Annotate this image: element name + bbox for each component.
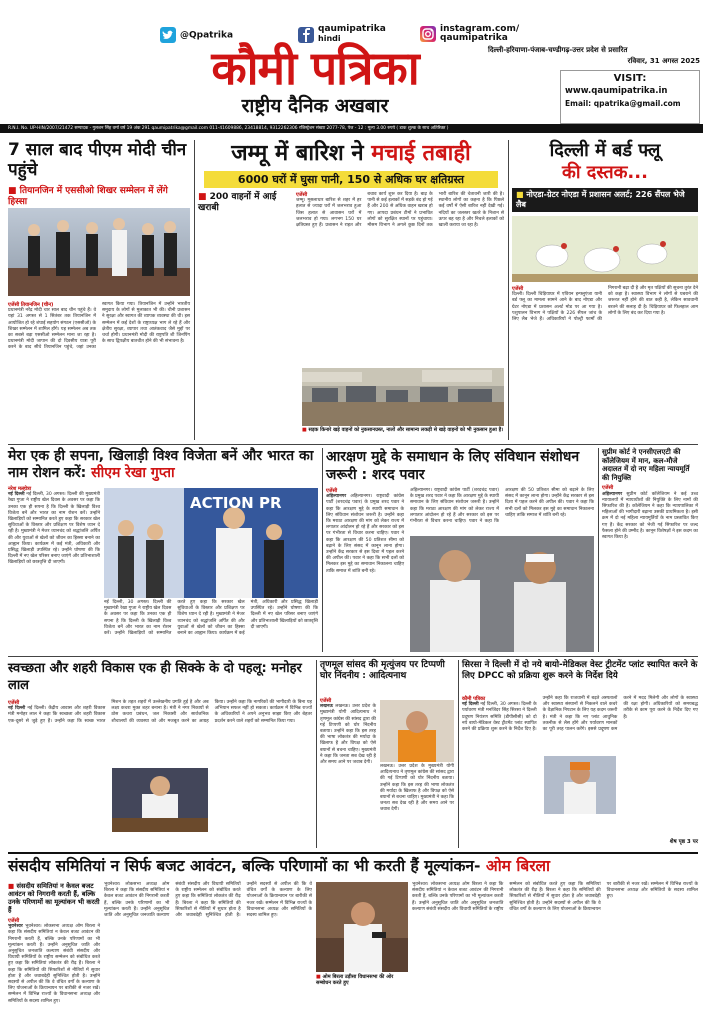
instagram-icon [420, 26, 436, 42]
twitter-text: @Qpatrika [180, 30, 234, 41]
headline-adityanath: तृणमूल सांसद की मृत्युंजय पर टिप्पणी घोर निंदनीय : आदित्यनाथ [320, 660, 445, 681]
photo-modi-arrival [8, 208, 190, 296]
bullet-icon: ■ [8, 186, 20, 196]
story-jammu-rain [198, 140, 504, 440]
byline-om-birla: एजेंसी [8, 918, 20, 924]
story-om-birla [8, 856, 698, 1020]
byline-bird-flu: एजेंसी [512, 286, 524, 292]
masthead [0, 0, 703, 131]
body-rekha-gupta-col1: नरेश मल्होत्रा नई दिल्ली नई दिल्ली, 30 अगस्त। दिल्ली की मुख्यमंत्री रेखा गुप्ता ने राष्ट्रीय खेल दिवस के अवसर पर कहा कि उनका एक ही सपना है कि दिल्ली के खिलाड़ी विश्व विजेता बनें और भारत का नाम रोशन करें। उन्होंने खिलाड़ियों को सम्मानित करते हुए कहा कि सरकार खेल सुविधाओं के विस्तार और प्रशिक्षण पर विशेष ध्यान दे रही है। मुख्यमंत्री ने मेजर ध्यानचंद को श्रद्धांजलि अर्पित की और युवाओं से खेलों को जीवन का हिस्सा बनाने का आह्वान किया। कार्यक्रम में कई मंत्री, अधिकारी और प्रसिद्ध खिलाड़ी उपस्थित रहे। उन्होंने घोषणा की कि दिल्ली में नए खेल परिसर बनाए जाएंगे और प्रतिभाशाली खिलाड़ियों को छात्रवृत्ति दी जाएगी। [8, 486, 100, 566]
byline-jammu: एजेंसी [296, 192, 308, 198]
byline-adityanath: एजेंसी [320, 698, 332, 704]
continued-note[interactable]: शेष पृष्ठ 3 पर [669, 839, 698, 845]
bullet-icon: ■ [198, 192, 210, 202]
caption-jammu: ■ सड़क किनारे खड़े वाहनों को नुकसानग्रस्त, नालों और सामान्य लकड़ी से खड़े वाहनों को भी नुकसान हुआ है। [302, 427, 504, 433]
bullet-icon: ■ [316, 974, 323, 980]
story-adityanath [320, 660, 454, 848]
byline-sharad-pawar: एजेंसी [326, 488, 338, 494]
story-sharad-pawar [326, 448, 594, 652]
story-sirsa [462, 660, 698, 848]
byline-place-rekha: नई दिल्ली [8, 492, 25, 498]
story-rekha-gupta [8, 448, 318, 652]
photo-sharad-pawar [410, 536, 594, 652]
byline-sirsa: कौमी पत्रिका [462, 696, 486, 702]
body-rekha-gupta-col2: नई दिल्ली, 30 अगस्त। दिल्ली की मुख्यमंत्री रेखा गुप्ता ने राष्ट्रीय खेल दिवस के अवसर पर कहा कि उनका एक ही सपना है कि दिल्ली के खिलाड़ी विश्व विजेता बनें और भारत का नाम रोशन करें। उन्होंने खिलाड़ियों को सम्मानित करते हुए कहा कि सरकार खेल सुविधाओं के विस्तार और प्रशिक्षण पर विशेष ध्यान दे रही है। मुख्यमंत्री ने मेजर ध्यानचंद को श्रद्धांजलि अर्पित की और युवाओं से खेलों को जीवन का हिस्सा बनाने का आह्वान किया। कार्यक्रम में कई मंत्री, अधिकारी और प्रसिद्ध खिलाड़ी उपस्थित रहे। उन्होंने घोषणा की कि दिल्ली में नए खेल परिसर बनाए जाएंगे और प्रतिभाशाली खिलाड़ियों को छात्रवृत्ति दी जाएगी। [104, 600, 318, 637]
visit-label: VISIT: [613, 73, 647, 84]
body-supreme-court: एजेंसी अहिल्यानगर सुप्रीम कोर्ट कॉलेजियम ने कई उच्च न्यायालयों में न्यायाधीशों की नियुक्ति के लिए नामों की सिफारिश की है। कॉलेजियम ने कहा कि न्यायपालिका में महिलाओं की भागीदारी बढ़ाना उसकी प्राथमिकता है। इसी क्रम में दो नई महिला न्यायमूर्तियों के नाम प्रस्तावित किए गए हैं। केंद्र सरकार को भेजी गई सिफारिश पर जल्द फैसला होने की उम्मीद है। कानून विशेषज्ञों ने इस कदम का स्वागत किया है। [602, 485, 698, 540]
body-manohar-lal: एजेंसी नई दिल्ली नई दिल्ली। केंद्रीय आवास और शहरी विकास मंत्री मनोहर लाल ने कहा कि स्वच्छता और शहरी विकास एक-दूसरे से जुड़े हुए हैं। उन्होंने कहा कि स्वच्छ भारत मिशन के तहत शहरों में उल्लेखनीय प्रगति हुई है और अब लक्ष्य कचरा मुक्त शहर बनाना है। मंत्री ने नगर निकायों से ठोस कचरा प्रबंधन, जल निकासी और सार्वजनिक शौचालयों की व्यवस्था को और मजबूत करने का आग्रह किया। उन्होंने कहा कि नागरिकों की भागीदारी के बिना यह अभियान सफल नहीं हो सकता। कार्यक्रम में विभिन्न राज्यों के अधिकारियों ने अपने अनुभव साझा किए और बेहतर प्रदर्शन करने वाले शहरों को सम्मानित किया गया। [8, 700, 312, 724]
byline-place-ml: नई दिल्ली [8, 706, 26, 712]
byline-place-pawar: अहिल्यानगर [326, 494, 347, 500]
headline-bird-flu: दिल्ली में बर्ड फ्लू की दस्तक... [549, 140, 661, 183]
facebook-subtext: hindi [318, 34, 341, 43]
subhead-jammu-vehicles: ■ 200 वाहनों में आई खराबी [198, 192, 277, 213]
headline-rekha-gupta: मेरा एक ही सपना, खिलाड़ी विश्व विजेता बनें और भारत का नाम रोशन करें: सीएम रेखा गुप्ता [8, 448, 314, 481]
instagram-handle[interactable] [420, 25, 519, 43]
photo-rekha-gupta [104, 488, 318, 598]
story-modi-china [8, 140, 190, 440]
date-line: रविवार, 31 अगस्त 2025 [627, 57, 700, 65]
instagram-text: instagram.com/ [440, 24, 520, 34]
registration-bar: R.N.I. No. UP-HIN/2007/21472 सम्पादक - गुलशन सिंह वर्मा वर्ष 19 अंक 291 qaumipatrika@gmail.com 011-41609886, 23418814, 9312262306 रजिस्ट्रेशन संख्या 2077-78, पेज - 12 : मूल्य 3.00 रुपये ( डाक शुल्क के साथ अतिरिक्त ) [0, 124, 703, 133]
byline-manohar-lal: एजेंसी [8, 700, 20, 706]
byline-supreme-court: एजेंसी [602, 485, 614, 492]
byline-place-yogi: लखनऊ [320, 704, 334, 710]
instagram-subtext: qaumipatrika [440, 33, 508, 43]
body-sharad-pawar-col1: एजेंसी अहिल्यानगर अहिल्यानगर। राष्ट्रवादी कांग्रेस पार्टी (शरदचंद्र पवार) के प्रमुख शरद पवार ने कहा कि आरक्षण मुद्दे के स्थायी समाधान के लिए संविधान संशोधन जरूरी है। उन्होंने कहा कि मराठा आरक्षण की मांग को लेकर राज्य में लगातार आंदोलन हो रहे हैं और सरकार को इस पर गंभीरता से विचार करना चाहिए। पवार ने कहा कि आरक्षण की 50 प्रतिशत सीमा को बढ़ाने के लिए संसद में कानून लाना होगा। उन्होंने केंद्र सरकार से इस दिशा में पहल करने की अपील की। पवार ने कहा कि सभी दलों को मिलकर इस मुद्दे का समाधान निकालना चाहिए ताकि समाज में शांति बनी रहे। [326, 488, 404, 574]
subhead-bird-flu: ■ नोएडा-ग्रेटर नोएडा में प्रशासन अलर्ट; 226 सैंपल भेजे लैब [512, 188, 698, 212]
photo-manohar-lal [112, 768, 208, 832]
newspaper-title: कौमी पत्रिका [211, 41, 419, 95]
photo-bird-flu [512, 216, 698, 282]
headline-sharad-pawar: आरक्षण मुद्दे के समाधान के लिए संविधान संशोधन जरूरी : शरद पवार [326, 449, 580, 483]
website-link[interactable]: www.qaumipatrika.in [565, 86, 668, 96]
visit-box [560, 70, 700, 124]
byline-rekha-gupta: नरेश मल्होत्रा [8, 486, 32, 492]
body-adityanath: एजेंसी लखनऊ लखनऊ। उत्तर प्रदेश के मुख्यमंत्री योगी आदित्यनाथ ने तृणमूल कांग्रेस की सांसद द्वारा की गई टिप्पणी को घोर निंदनीय बताया। उन्होंने कहा कि इस तरह की भाषा लोकतंत्र की मर्यादा के खिलाफ है और विपक्ष को ऐसे बयानों से बचना चाहिए। मुख्यमंत्री ने कहा कि जनता सब देख रही है और समय आने पर जवाब देगी। [320, 698, 376, 766]
newspaper-tagline: राष्ट्रीय दैनिक अखबार [241, 95, 389, 117]
headline-modi-china: 7 साल बाद पीएम मोदी चीन पहुंचे [8, 140, 187, 180]
facebook-text: qaumipatrika [318, 24, 386, 34]
byline-place-birla: भुवनेश्वर [8, 924, 23, 930]
editions-line: दिल्ली-हरियाणा-पंजाब-चण्डीगढ़-उत्तर प्रदेश से प्रसारित [488, 46, 628, 54]
body-om-birla-col2: भुवनेश्वर। लोकसभा अध्यक्ष ओम बिरला ने कहा कि संसदीय समितियां न केवल बजट आवंटन की निगरानी करती हैं, बल्कि उनके परिणामों का भी मूल्यांकन करती हैं। उन्होंने अनुसूचित जाति और अनुसूचित जनजाति कल्याण संबंधी संसदीय और विधायी समितियों के राष्ट्रीय सम्मेलन को संबोधित करते हुए कहा कि समितियां लोकतंत्र की रीढ़ हैं। बिरला ने कहा कि समितियों की सिफारिशों से नीतियों में सुधार होता है और जवाबदेही सुनिश्चित होती है। उन्होंने सदस्यों से अपील की कि वे वंचित वर्गों के कल्याण के लिए योजनाओं के क्रियान्वयन पर बारीकी से नजर रखें। सम्मेलन में विभिन्न राज्यों के विधानसभा अध्यक्ष और समितियों के सदस्य शामिल हुए। [104, 882, 312, 919]
photo-adityanath [380, 700, 454, 762]
twitter-icon [160, 27, 176, 43]
headline-jammu-rain: जम्मू में बारिश ने मचाई तबाही [231, 141, 471, 166]
body-modi-china: एजेंसी तियानजिन (चीन) प्रधानमंत्री नरेंद्र मोदी चार साल बाद चीन पहुंचे हैं। वे यहां 31 अगस्त से 1 सितंबर तक तियानजिन में आयोजित हो रहे शंघाई सहयोग संगठन (एससीओ) के शिखर सम्मेलन में शामिल होंगे। यह सम्मेलन अब तक का सबसे बड़ा एससीओ सम्मेलन माना जा रहा है। प्रधानमंत्री मोदी जापान की दो दिवसीय यात्रा पूरी करने के बाद सीधे तियानजिन पहुंचे, जहां उनका स्वागत किया गया। तियानजिन में उन्होंने भारतीय समुदाय के लोगों से मुलाकात भी की। चीनी प्रशासन ने सुरक्षा और स्वागत की व्यापक व्यवस्था की थी। इस सम्मेलन में कई देशों के राष्ट्राध्यक्ष भाग ले रहे हैं और क्षेत्रीय सुरक्षा, व्यापार तथा आतंकवाद जैसे मुद्दों पर चर्चा होगी। प्रधानमंत्री मोदी की राष्ट्रपति शी जिनपिंग के साथ द्विपक्षीय बातचीत होने की भी संभावना है। [8, 302, 190, 351]
photo-sirsa [544, 756, 616, 814]
headline-manohar-lal: स्वच्छता और शहरी विकास एक ही सिक्के के दो पहलू: मनोहर लाल [8, 661, 302, 693]
sidebar-om-birla: ■ संसदीय समितियां न केवल बजट आवंटन को निगरानी करती हैं, बल्कि उनके परिणामों का मूल्यांकन भी करती हैं [8, 882, 100, 914]
headline-sirsa: सिरसा ने दिल्ली में दो नये बायो-मेडिकल वेस्ट ट्रीटमेंट प्लांट स्थापित करने के लिए DPCC को प्रक्रिया शुरू करने के निर्देश दिये [462, 660, 698, 681]
headline-supreme-court: सुप्रीम कोर्ट ने एनसीएलएटी की कॉलेजियम में मान, कल-मौजे अदालत में दो नए महिला न्यायमूर्ति की नियुक्ति [602, 448, 690, 482]
story-bird-flu [512, 140, 698, 440]
byline-place-sc: अहिल्यानगर [602, 491, 623, 497]
caption-om-birla: ■ ओम बिरला उड़ीसा विधानसभा की ओर सम्बोधन करते हुए [316, 974, 394, 987]
byline-place-sirsa: नई दिल्ली [462, 702, 479, 708]
story-manohar-lal [8, 660, 312, 848]
bullet-icon: ■ [8, 882, 17, 890]
body-om-birla-col1: एजेंसी भुवनेश्वर भुवनेश्वर। लोकसभा अध्यक्ष ओम बिरला ने कहा कि संसदीय समितियां न केवल बजट आवंटन की निगरानी करती हैं, बल्कि उनके परिणामों का भी मूल्यांकन करती हैं। उन्होंने अनुसूचित जाति और अनुसूचित जनजाति कल्याण संबंधी संसदीय और विधायी समितियों के राष्ट्रीय सम्मेलन को संबोधित करते हुए कहा कि समितियां लोकतंत्र की रीढ़ हैं। बिरला ने कहा कि समितियों की सिफारिशों से नीतियों में सुधार होता है और जवाबदेही सुनिश्चित होती है। उन्होंने सदस्यों से अपील की कि वे वंचित वर्गों के कल्याण के लिए योजनाओं के क्रियान्वयन पर बारीकी से नजर रखें। सम्मेलन में विभिन्न राज्यों के विधानसभा अध्यक्ष और समितियों के सदस्य शामिल हुए। [8, 918, 100, 1004]
bullet-icon: ■ [302, 427, 309, 433]
headline-om-birla: संसदीय समितियां न सिर्फ बजट आवंटन, बल्कि परिणामों का भी करती हैं मूल्यांकन- ओम बिरला [8, 857, 551, 875]
photo-om-birla [316, 882, 408, 972]
byline-modi-china: एजेंसी तियानजिन (चीन) [8, 302, 54, 308]
subheadline-modi-china: ■ तियानजिन में एससीओ शिखर सम्मेलन में लेंगे हिस्सा [8, 186, 168, 207]
banner-jammu-rain: 6000 घरों में घुसा पानी, 150 से अधिक घर क्षतिग्रस्त [204, 171, 498, 188]
body-jammu-rain: एजेंसी जम्मू। मूसलाधार बारिश से शहर में हर हलात से ज्यादा घरों में जलभराव हुआ जिस हलात से आवासन घरों में जलभराव हो गया। लगभग 150 घर क्षतिग्रस्त हुए हैं। प्रशासन ने राहत और बचाव कार्य शुरू कर दिया है। बाढ़ के पानी से कई इलाकों में सड़कें बंद हो गई हैं और 200 से अधिक वाहन खराब हो गए। आपदा प्रबंधन टीमों ने प्रभावित लोगों को सुरक्षित स्थानों पर पहुंचाया। मौसम विभाग ने अगले कुछ दिनों तक भारी बारिश की चेतावनी जारी की है। स्थानीय लोगों का कहना है कि पिछले कई वर्षों में ऐसी बारिश नहीं देखी गई। नदियों का जलस्तर खतरे के निशान से ऊपर बह रहा है और निचले इलाकों को खाली कराया जा रहा है। [296, 192, 504, 229]
photo-banner-text: ACTION PR [190, 494, 282, 512]
body-om-birla-col3: भुवनेश्वर। लोकसभा अध्यक्ष ओम बिरला ने कहा कि संसदीय समितियां न केवल बजट आवंटन की निगरानी करती हैं, बल्कि उनके परिणामों का भी मूल्यांकन करती हैं। उन्होंने अनुसूचित जाति और अनुसूचित जनजाति कल्याण संबंधी संसदीय और विधायी समितियों के राष्ट्रीय सम्मेलन को संबोधित करते हुए कहा कि समितियां लोकतंत्र की रीढ़ हैं। बिरला ने कहा कि समितियों की सिफारिशों से नीतियों में सुधार होता है और जवाबदेही सुनिश्चित होती है। उन्होंने सदस्यों से अपील की कि वे वंचित वर्गों के कल्याण के लिए योजनाओं के क्रियान्वयन पर बारीकी से नजर रखें। सम्मेलन में विभिन्न राज्यों के विधानसभा अध्यक्ष और समितियों के सदस्य शामिल हुए। [412, 882, 698, 912]
photo-jammu-flood [302, 368, 504, 426]
story-supreme-court [602, 448, 698, 652]
body-bird-flu: एजेंसी दिल्ली। दिल्ली चिड़ियाघर में एवियन इन्फ्लुएंजा यानी बर्ड फ्लू का मामला सामने आने के बाद नोएडा और ग्रेटर नोएडा में प्रशासन अलर्ट मोड पर आ गया है। पशुपालन विभाग ने पक्षियों के 226 सैंपल जांच के लिए लैब भेजे हैं। अधिकारियों ने पोल्ट्री फार्मों की निगरानी बढ़ा दी है और मृत पक्षियों की सूचना तुरंत देने को कहा है। स्वास्थ्य विभाग ने लोगों से घबराने की जरूरत नहीं होने की बात कही है, लेकिन सावधानी बरतने की सलाह दी है। चिड़ियाघर को फिलहाल आम लोगों के लिए बंद कर दिया गया है। [512, 286, 698, 323]
body-sirsa: कौमी पत्रिका नई दिल्ली नई दिल्ली, 30 अगस्त। दिल्ली के पर्यावरण मंत्री मनजिंदर सिंह सिरसा ने दिल्ली प्रदूषण नियंत्रण समिति (डीपीसीसी) को दो नये बायो-मेडिकल वेस्ट ट्रीटमेंट प्लांट स्थापित करने की प्रक्रिया शुरू करने के निर्देश दिए हैं। उन्होंने कहा कि राजधानी में बढ़ते अस्पतालों और स्वास्थ्य संस्थानों से निकलने वाले कचरे के वैज्ञानिक निपटान के लिए यह कदम जरूरी है। मंत्री ने कहा कि नए प्लांट आधुनिक तकनीक से लैस होंगे और पर्यावरण मानकों का पूरी तरह पालन करेंगे। इससे प्रदूषण कम करने में मदद मिलेगी और लोगों के स्वास्थ्य की रक्षा होगी। अधिकारियों को समयबद्ध तरीके से काम पूरा करने के निर्देश दिए गए हैं। [462, 696, 698, 733]
body-adityanath-col2: लखनऊ। उत्तर प्रदेश के मुख्यमंत्री योगी आदित्यनाथ ने तृणमूल कांग्रेस की सांसद द्वारा की गई टिप्पणी को घोर निंदनीय बताया। उन्होंने कहा कि इस तरह की भाषा लोकतंत्र की मर्यादा के खिलाफ है और विपक्ष को ऐसे बयानों से बचना चाहिए। मुख्यमंत्री ने कहा कि जनता सब देख रही है और समय आने पर जवाब देगी। [380, 764, 454, 813]
body-sharad-pawar-col2: अहिल्यानगर। राष्ट्रवादी कांग्रेस पार्टी (शरदचंद्र पवार) के प्रमुख शरद पवार ने कहा कि आरक्षण मुद्दे के स्थायी समाधान के लिए संविधान संशोधन जरूरी है। उन्होंने कहा कि मराठा आरक्षण की मांग को लेकर राज्य में लगातार आंदोलन हो रहे हैं और सरकार को इस पर गंभीरता से विचार करना चाहिए। पवार ने कहा कि आरक्षण की 50 प्रतिशत सीमा को बढ़ाने के लिए संसद में कानून लाना होगा। उन्होंने केंद्र सरकार से इस दिशा में पहल करने की अपील की। पवार ने कहा कि सभी दलों को मिलकर इस मुद्दे का समाधान निकालना चाहिए ताकि समाज में शांति बनी रहे। [410, 488, 594, 525]
bullet-icon: ■ [516, 190, 527, 199]
email-link[interactable]: Email: qpatrika@gmail.com [565, 99, 681, 108]
